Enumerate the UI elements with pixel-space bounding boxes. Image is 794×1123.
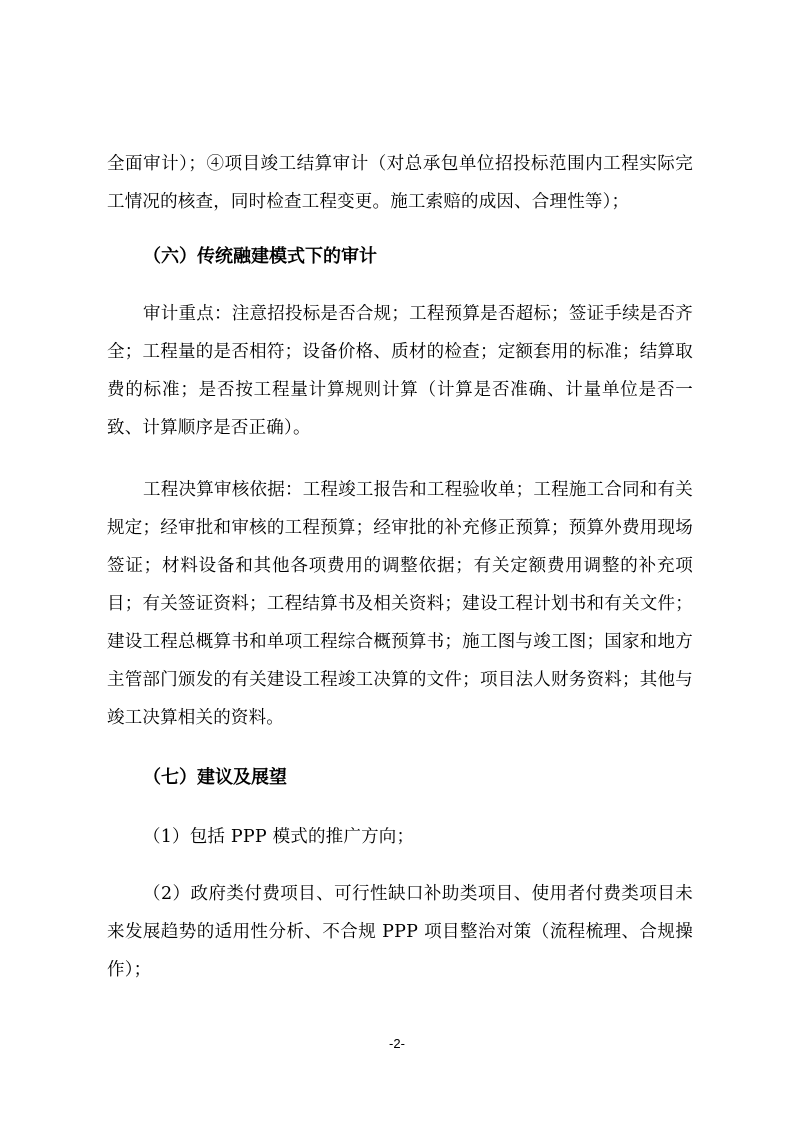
paragraph-ppp-promotion: （1）包括 PPP 模式的推广方向； [143,827,415,847]
paragraph-audit-continuation: 全面审计）；④项目竣工结算审计（对总承包单位招投标范围内工程实际完工情况的核查，同时检查工程变更。施工索赔的成因、合理性等）； [107,154,693,212]
page-number: -2- [389,1036,405,1051]
paragraph-audit-focus: 审计重点：注意招投标是否合规；工程预算是否超标；签证手续是否齐全；工程量的是否相符；设备价格、质材的检查；定额套用的标准；结算取费的标准；是否按工程量计算规则计算（计算是否准确、计量单位是否一致、计算顺序是否正确）。 [107,304,693,438]
section-heading-six: （六）传统融建模式下的审计 [143,246,377,267]
section-heading-seven: （七）建议及展望 [143,767,287,788]
paragraph-project-analysis: （2）政府类付费项目、可行性缺口补助类项目、使用者付费类项目未来发展趋势的适用性分析、不合规 PPP 项目整治对策（流程梳理、合规操作）； [107,884,693,980]
paragraph-settlement-basis: 工程决算审核依据：工程竣工报告和工程验收单；工程施工合同和有关规定；经审批和审核的工程预算；经审批的补充修正预算；预算外费用现场签证；材料设备和其他各项费用的调整依据；有关定额费用调整的补充项目；有关签证资料；工程结算书及相关资料；建设工程计划书和有关文件；建设工程总概算书和单项工程综合概预算书；施工图与竣工图；国家和地方主管部门颁发的有关建设工程竣工决算的文件；项目法人财务资料；其他与竣工决算相关的资料。 [107,480,693,728]
